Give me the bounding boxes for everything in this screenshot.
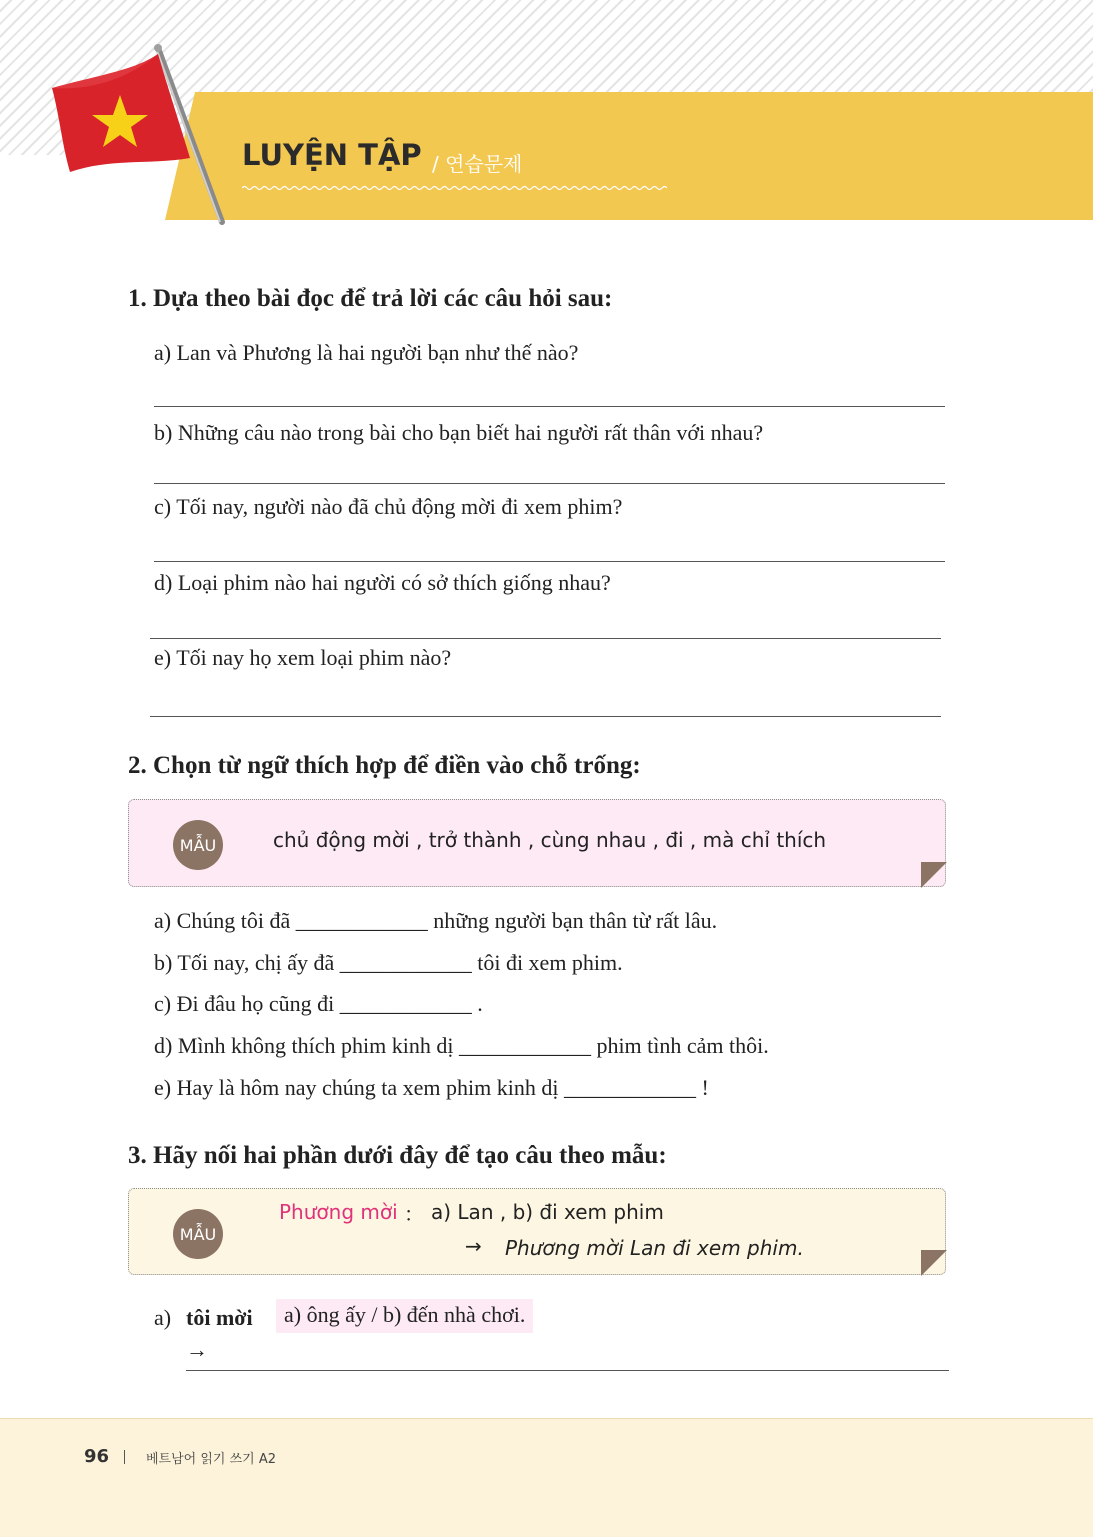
page-number: 96: [84, 1446, 110, 1467]
arrow-right-icon: →: [186, 1337, 208, 1362]
answer-line-c[interactable]: [154, 561, 945, 562]
section3-item-a-parts: a) ông ấy / b) đến nhà chơi.: [276, 1299, 533, 1333]
title-underline: [242, 184, 667, 192]
section2-sentence-d: d) Mình không thích phim kinh dị ____________ phim tình cảm thôi.: [154, 1033, 769, 1058]
section2-sentence-e: e) Hay là hôm nay chúng ta xem phim kinh dị ____________ !: [154, 1075, 709, 1100]
page-title: LUYỆN TẬP: [242, 138, 422, 172]
page-fold-icon: [921, 862, 947, 888]
word-bank: chủ động mời , trở thành , cùng nhau , đi , mà chỉ thích: [273, 828, 827, 852]
section1-title: 1. Dựa theo bài đọc để trả lời các câu hỏi sau:: [128, 285, 613, 312]
mau-badge: MẪU: [173, 1209, 223, 1259]
answer-line-e[interactable]: [150, 716, 941, 717]
section1-question-a: a) Lan và Phương là hai người bạn như thế nào?: [154, 340, 579, 365]
word-bank-box: [128, 799, 946, 887]
section3-title: 3. Hãy nối hai phần dưới đây để tạo câu theo mẫu:: [128, 1142, 667, 1169]
example-box: [128, 1188, 946, 1275]
example-parts: a) Lan , b) đi xem phim: [431, 1200, 664, 1224]
book-title: 베트남어 읽기 쓰기 A2: [146, 1452, 277, 1467]
page-fold-icon: [921, 1250, 947, 1276]
section2-title: 2. Chọn từ ngữ thích hợp để điền vào chỗ trống:: [128, 752, 641, 779]
example-colon: ：: [404, 1202, 424, 1226]
page-footer: [0, 1418, 1093, 1537]
arrow-right-icon: →: [465, 1234, 482, 1258]
section1-question-b: b) Những câu nào trong bài cho bạn biết hai người rất thân với nhau?: [154, 420, 764, 445]
answer-line-d[interactable]: [150, 638, 941, 639]
mau-badge: MẪU: [173, 820, 223, 870]
example-subject: Phương mời: [279, 1200, 398, 1224]
example-result: Phương mời Lan đi xem phim.: [505, 1236, 804, 1260]
section3-item-a-label: a): [154, 1305, 172, 1330]
answer-line-a[interactable]: [154, 406, 945, 407]
section1-question-c: c) Tối nay, người nào đã chủ động mời đi xem phim?: [154, 494, 623, 519]
vietnam-flag-icon: [40, 40, 240, 230]
section3-item-a-subject: tôi mời: [186, 1305, 253, 1330]
page-subtitle: / 연습문제: [432, 152, 523, 176]
section2-sentence-b: b) Tối nay, chị ấy đã ____________ tôi đi xem phim.: [154, 950, 623, 975]
section1-question-d: d) Loại phim nào hai người có sở thích giống nhau?: [154, 570, 611, 595]
answer-line-section3-a[interactable]: [186, 1370, 949, 1371]
footer-divider: [124, 1450, 125, 1464]
section2-sentence-a: a) Chúng tôi đã ____________ những người bạn thân từ rất lâu.: [154, 908, 718, 933]
section1-question-e: e) Tối nay họ xem loại phim nào?: [154, 645, 452, 670]
answer-line-b[interactable]: [154, 483, 945, 484]
section2-sentence-c: c) Đi đâu họ cũng đi ____________ .: [154, 991, 483, 1016]
